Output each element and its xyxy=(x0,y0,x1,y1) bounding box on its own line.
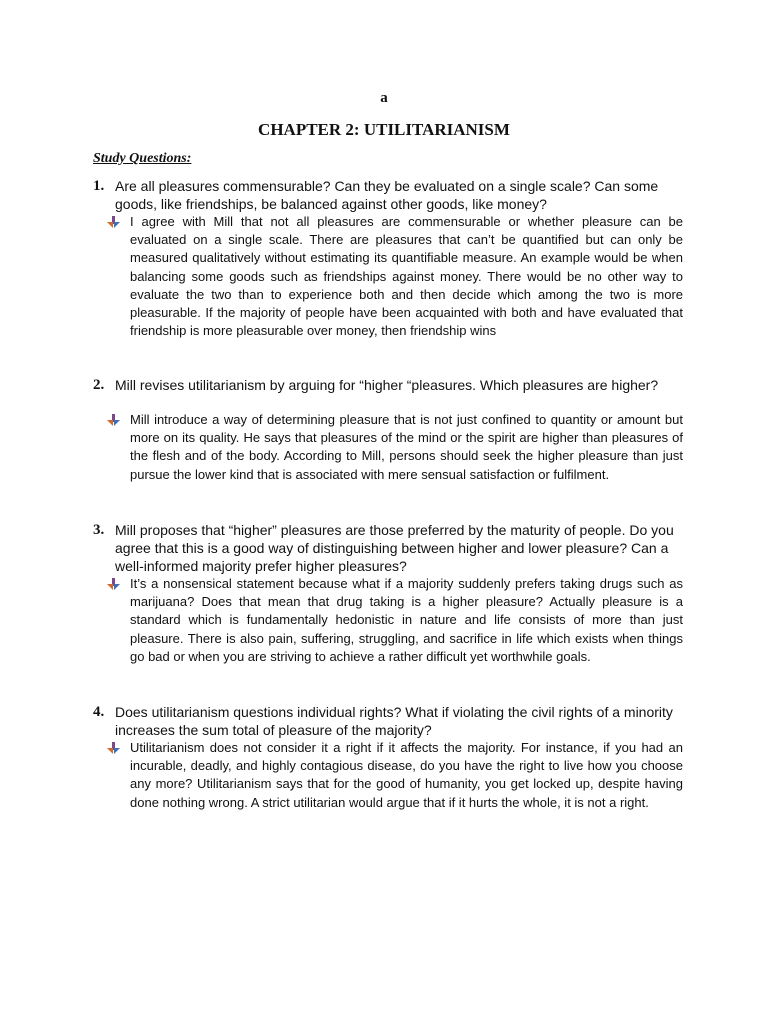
arrow-bullet-icon xyxy=(107,216,121,228)
question-number: 4. xyxy=(93,704,105,720)
question-1 xyxy=(93,177,683,340)
arrow-bullet-icon xyxy=(107,578,121,590)
answer-text: I agree with Mill that not all pleasures are commensurable or whether pleasure can be evaluated on a single scale. There are pleasures that can’t be quantified but can only be measured qualitatively without estimating its quantifiable measure. An example would be when balancing some goods such as friendships against money. There would be no other way to evaluate the two than to experience both and then decide which among the two is more pleasurable. If the majority of people have been acquainted with both and have evaluated that friendship is more pleasurable over money, then friendship wins xyxy=(130,214,683,339)
arrow-bullet-icon xyxy=(107,742,121,754)
answer-text: Mill introduce a way of determining pleasure that is not just confined to quantity or amount but more on its quality. He says that pleasures of the mind or the spirit are higher than pleasures of the flesh and of the body. According to Mill, persons should seek the higher pleasure than just pursue the lower kind that is associated with mere sensual satisfaction or fulfilment. xyxy=(130,412,683,482)
answer-3 xyxy=(130,575,683,666)
answer-text: It’s a nonsensical statement because what if a majority suddenly prefers taking drugs such as marijuana? Does that mean that drug taking is a higher pleasure? Actually pleasure is a standard which is fundamentally hedonistic in nature and life consists of more than just pleasure. There is also pain, suffering, struggling, and sacrifice in life which exists when things go bad or when you are striving to achieve a rather difficult yet worthwhile goals. xyxy=(130,576,683,664)
question-number: 3. xyxy=(93,522,105,538)
answer-text: Utilitarianism does not consider it a right if it affects the majority. For instance, if you had an incurable, deadly, and highly contagious disease, do you have the right to live how you choose any more? Utilitarianism says that for the good of humanity, you get locked up, despite having done nothing wrong. A strict utilitarian would argue that if it hurts the whole, it is not a right. xyxy=(130,740,683,810)
answer-4 xyxy=(130,739,683,812)
study-questions-heading: Study Questions: xyxy=(93,151,192,166)
question-text: Are all pleasures commensurable? Can they be evaluated on a single scale? Can some goods, like friendships, be balanced against other goods, like money? xyxy=(115,178,659,212)
top-mark: a xyxy=(380,90,388,106)
question-text: Mill revises utilitarianism by arguing for “higher “pleasures. Which pleasures are higher? xyxy=(115,377,659,393)
question-2 xyxy=(93,376,683,484)
question-text: Does utilitarianism questions individual rights? What if violating the civil rights of a minority increases the sum total of pleasure of the majority? xyxy=(115,704,673,738)
arrow-bullet-icon xyxy=(107,414,121,426)
question-3 xyxy=(93,521,683,666)
question-text: Mill proposes that “higher” pleasures are those preferred by the maturity of people. Do you agree that this is a good way of distinguishing between higher and lower pleasure? Can a well-informed majority prefer higher pleasures? xyxy=(115,522,674,574)
answer-1 xyxy=(130,213,683,340)
answer-2 xyxy=(130,411,683,484)
question-number: 2. xyxy=(93,377,105,393)
question-4 xyxy=(93,703,683,812)
chapter-title: CHAPTER 2: UTILITARIANISM xyxy=(258,120,510,139)
question-number: 1. xyxy=(93,178,105,194)
